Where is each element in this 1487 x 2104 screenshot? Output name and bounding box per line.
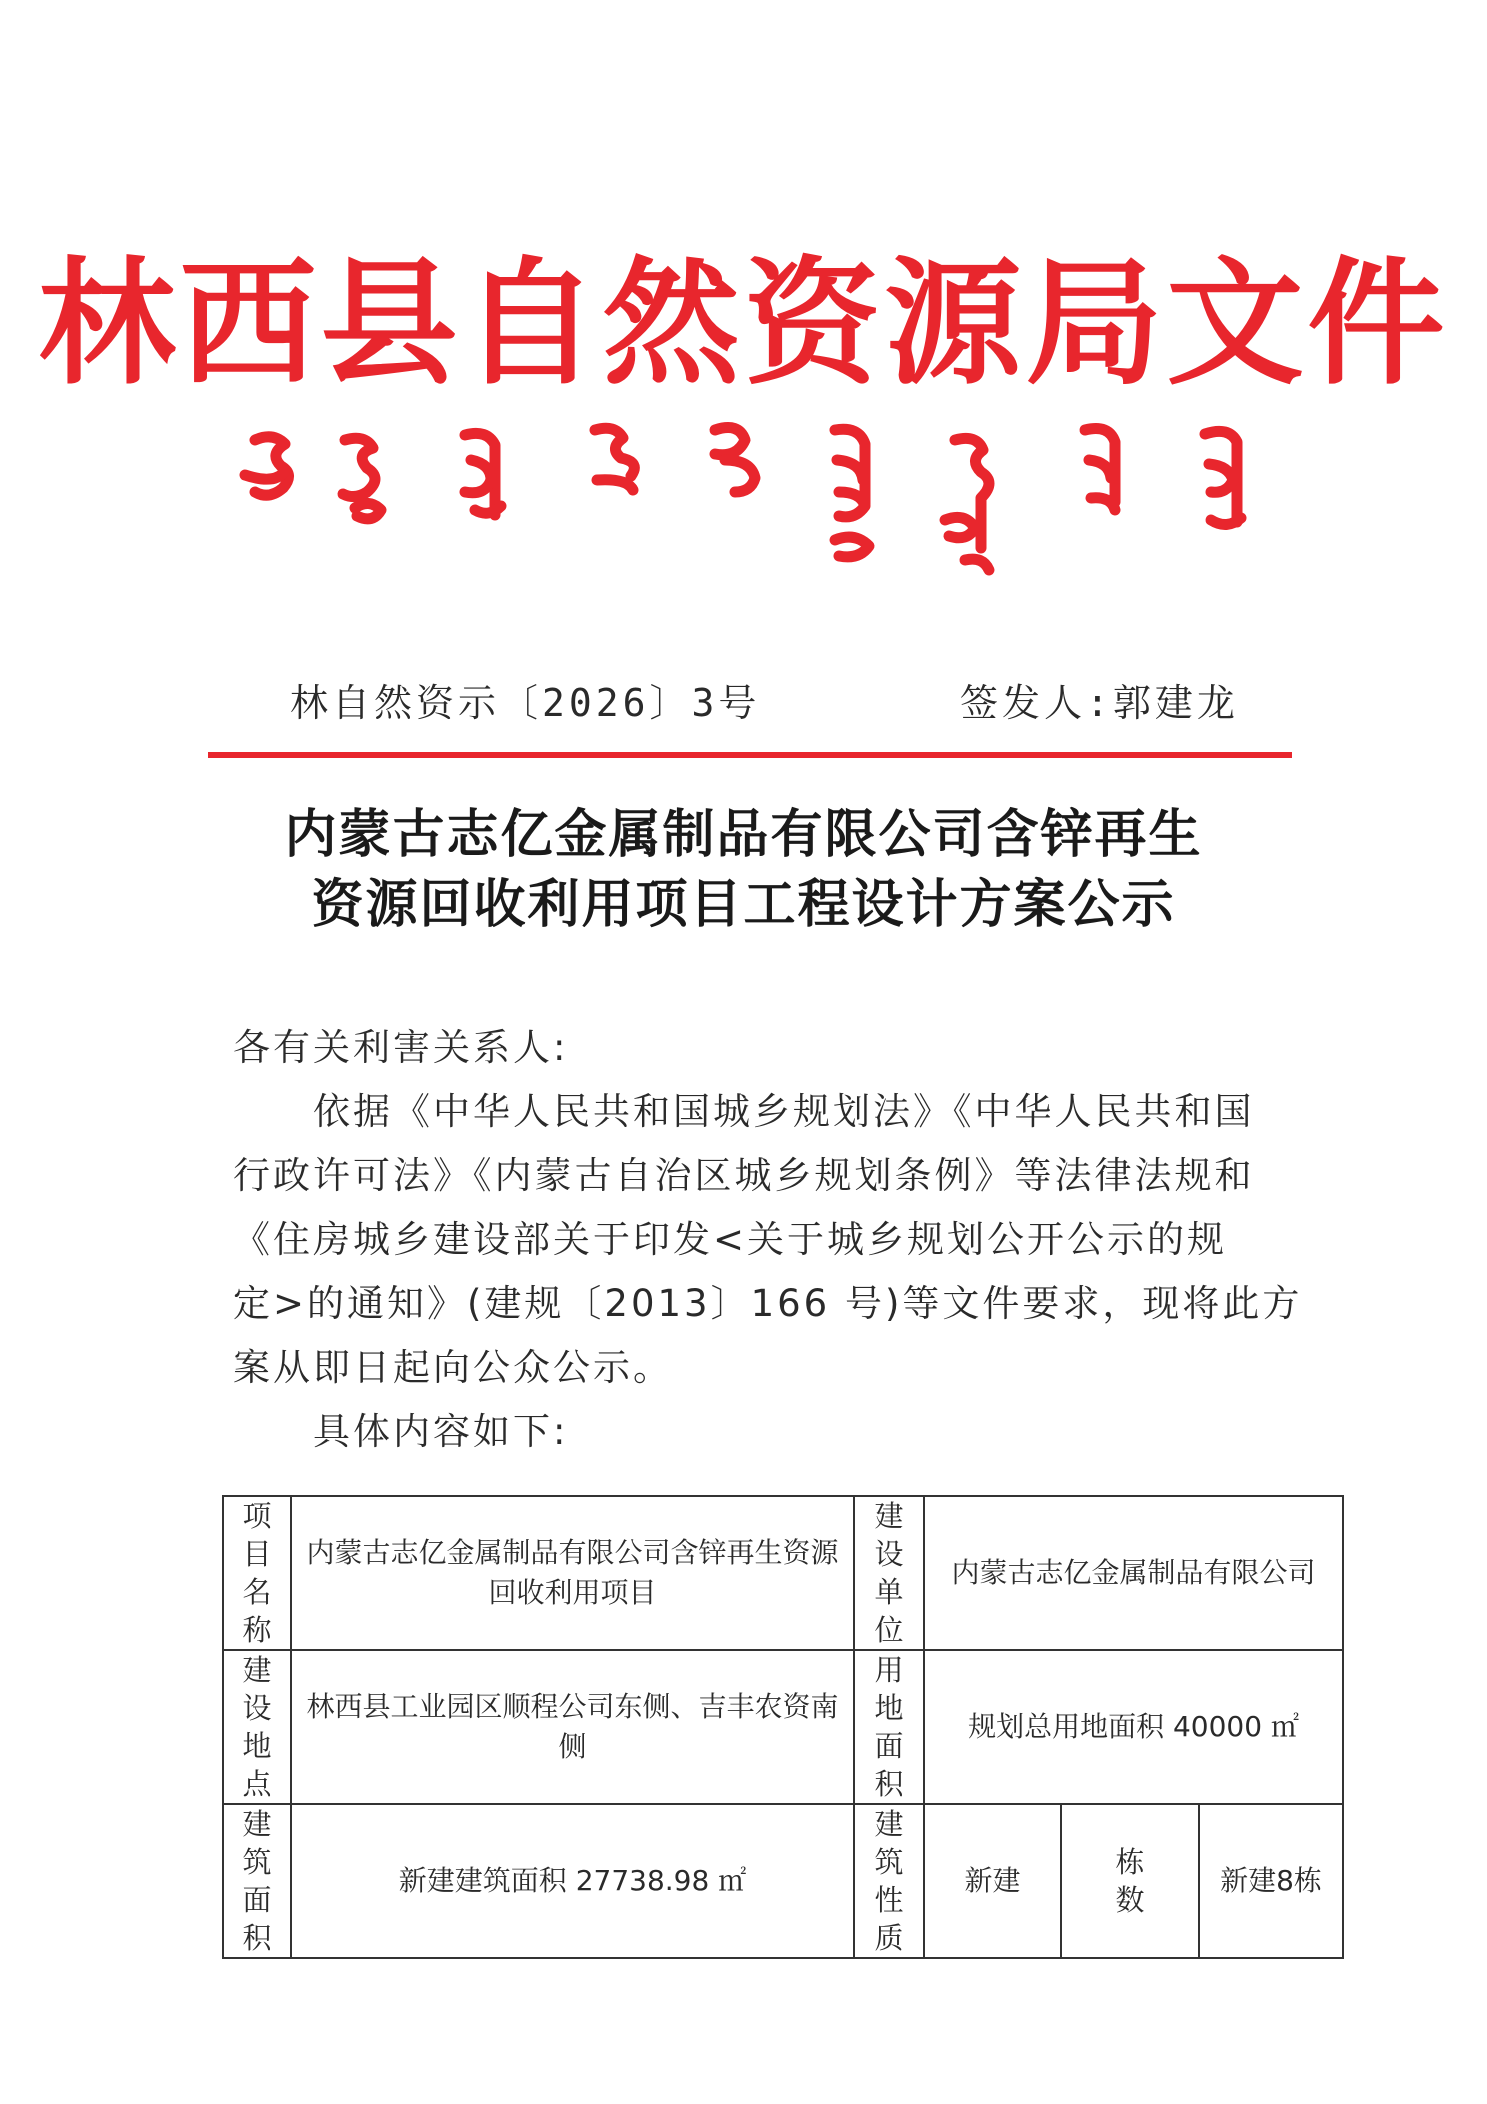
vertical-label-text: 建 筑 性 质 bbox=[874, 1807, 904, 1955]
project-name-label bbox=[223, 1496, 291, 1650]
notice-title-line-2: 资源回收利用项目工程设计方案公示 bbox=[311, 874, 1176, 935]
table-row bbox=[223, 1496, 1343, 1650]
building-nature-label bbox=[854, 1804, 924, 1958]
paragraph-line: 案从即日起向公众公示。 bbox=[233, 1346, 673, 1389]
building-nature-value: 新建 bbox=[924, 1804, 1061, 1958]
body-paragraph bbox=[233, 1080, 1303, 1400]
vertical-label-text: 项 目 名 称 bbox=[242, 1499, 272, 1647]
table-row bbox=[223, 1650, 1343, 1804]
builder-value: 内蒙古志亿金属制品有限公司 bbox=[924, 1496, 1343, 1650]
paragraph-line: 《住房城乡建设部关于印发<关于城乡规划公开公示的规 bbox=[233, 1218, 1228, 1261]
land-area-value: 规划总用地面积 40000 ㎡ bbox=[924, 1650, 1343, 1804]
salutation: 各有关利害关系人: bbox=[233, 1026, 569, 1069]
building-area-value: 新建建筑面积 27738.98 ㎡ bbox=[291, 1804, 854, 1958]
vertical-label-text: 用 地 面 积 bbox=[874, 1653, 904, 1801]
project-name-value: 内蒙古志亿金属制品有限公司含锌再生资源回收利用项目 bbox=[291, 1496, 854, 1650]
paragraph-line: 定>的通知》(建规〔2013〕166 号)等文件要求，现将此方 bbox=[233, 1282, 1303, 1325]
vertical-label-text: 建 设 地 点 bbox=[242, 1653, 272, 1801]
vertical-label-text: 建 设 单 位 bbox=[874, 1499, 904, 1647]
builder-label bbox=[854, 1496, 924, 1650]
paragraph-line: 行政许可法》《内蒙古自治区城乡规划条例》等法律法规和 bbox=[233, 1154, 1255, 1197]
issuer-signature: 签发人:郭建龙 bbox=[960, 681, 1239, 725]
notice-title-line-1: 内蒙古志亿金属制品有限公司含锌再生 bbox=[284, 804, 1203, 865]
vertical-label-text: 建 筑 面 积 bbox=[242, 1807, 272, 1955]
mongolian-script-graphic bbox=[225, 420, 1285, 595]
red-divider-line bbox=[208, 752, 1292, 758]
building-area-label bbox=[223, 1804, 291, 1958]
location-value: 林西县工业园区顺程公司东侧、吉丰农资南侧 bbox=[291, 1650, 854, 1804]
building-count-label bbox=[1061, 1804, 1199, 1958]
building-count-value: 新建8栋 bbox=[1199, 1804, 1343, 1958]
mongolian-script-title bbox=[225, 420, 1285, 595]
location-label bbox=[223, 1650, 291, 1804]
table-row bbox=[223, 1804, 1343, 1958]
content-intro: 具体内容如下: bbox=[313, 1410, 569, 1453]
vertical-label-text: 栋 数 bbox=[1115, 1845, 1145, 1917]
document-number: 林自然资示〔2026〕3号 bbox=[290, 681, 761, 725]
paragraph-line: 依据《中华人民共和国城乡规划法》《中华人民共和国 bbox=[313, 1090, 1255, 1133]
land-area-label bbox=[854, 1650, 924, 1804]
project-info-table bbox=[222, 1495, 1344, 1959]
header-title: 林西县自然资源局文件 bbox=[38, 245, 1449, 404]
